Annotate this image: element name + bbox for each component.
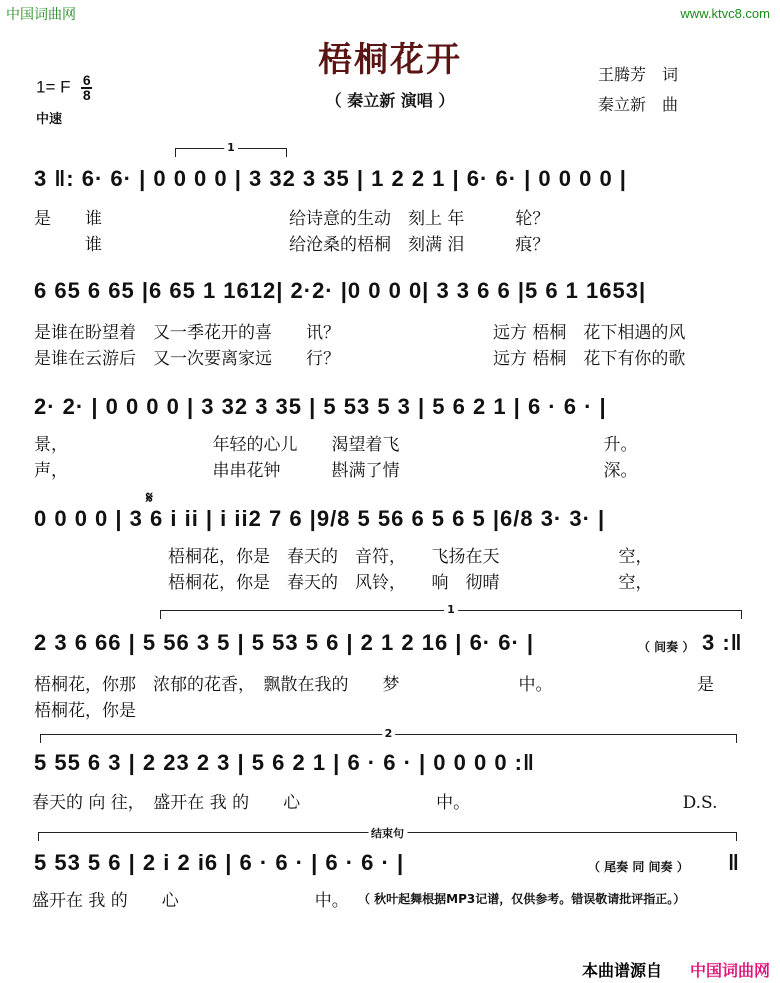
outro-marking: （ 尾奏 同 间奏 ） (588, 860, 689, 874)
lyric-line-1a: 是 谁 给诗意的生动 刻上 年 轮？ (34, 209, 550, 229)
lyric-line-2a: 是谁在盼望着 又一季花开的喜 讯？ 远方 梧桐 花下相遇的风 (34, 323, 686, 343)
coda-bracket (38, 827, 737, 841)
volta-label: 1 (224, 141, 238, 154)
segno-icon: 𝄋 (146, 488, 153, 507)
interlude-marking: （ 间奏 ） (638, 640, 695, 654)
tempo-marking: 中速 (36, 112, 63, 127)
footer-brand[interactable]: 中国词曲网 (689, 961, 770, 980)
lyric-line-4b: 梧桐花，你是 春天的 风铃， 响 彻晴 空， (168, 573, 653, 593)
final-barline: ‖ (728, 850, 740, 875)
notation-line-7: 5 53 5 6 | 2 i 2 i6 | 6 · 6 · | 6 · 6 · | (34, 850, 405, 875)
watermark-right: www.ktvc8.com (680, 6, 770, 21)
notation-line-3: 2· 2· | 0 0 0 0 | 3 32 3 35 | 5 53 5 3 | 5 6 2 1 | 6 · 6 · | (34, 394, 607, 419)
footer-source-label: 本曲谱源自 (581, 961, 662, 980)
lyric-line-4a: 梧桐花，你是 春天的 音符， 飞扬在天 空， (168, 547, 653, 567)
watermark-left: 中国词曲网 (6, 7, 76, 23)
lyric-line-1b: 谁 给沧桑的梧桐 刻满 泪 痕？ (34, 235, 550, 255)
composer-credit: 秦立新 曲 (598, 95, 679, 114)
lyric-line-6a: 春天的 向 往， 盛开在 我 的 心 中。 D.S. (32, 793, 718, 813)
repeat-end-note: 3 :‖ (702, 630, 743, 655)
key-label: 1= F (36, 77, 71, 97)
notation-line-6: 5 55 6 3 | 2 23 2 3 | 5 6 2 1 | 6 · 6 · | 0 0 0 0 :‖ (34, 750, 535, 775)
notation-line-5: 2 3 6 66 | 5 56 3 5 | 5 53 5 6 | 2 1 2 16 | 6· 6· | (34, 630, 535, 655)
time-sig-bottom: 8 (82, 87, 91, 103)
singer-credit: （ 秦立新 演唱 ） (325, 91, 455, 110)
notation-line-2: 6 65 6 65 |6 65 1 1612| 2·2· |0 0 0 0| 3 3 6 6 |5 6 1 1653| (34, 278, 647, 303)
time-sig-top: 6 (82, 72, 91, 88)
time-signature (81, 74, 92, 102)
volta-bracket-1b (160, 603, 742, 619)
volta-label: 2 (382, 727, 396, 740)
coda-label: 结束句 (368, 825, 407, 841)
volta-label: 1 (444, 603, 458, 616)
volta-bracket-2 (40, 727, 737, 743)
transcription-note: （ 秋叶起舞根据MP3记谱，仅供参考。错误敬请批评指正。） (358, 892, 686, 906)
volta-bracket-1 (175, 141, 287, 157)
lyric-line-3a: 景， 年轻的心儿 渴望着飞 升。 (34, 435, 638, 455)
lyric-line-7a: 盛开在 我 的 心 中。 (32, 891, 349, 911)
lyric-line-3b: 声， 串串花钟 斟满了情 深。 (34, 461, 638, 481)
song-title: 梧桐花开 (318, 40, 462, 80)
notation-line-4: 0 0 0 0 | 3 6 i ii | i ii2 7 6 |9/8 5 56 6 5 6 5 |6/8 3· 3· | (34, 506, 606, 531)
lyricist-credit: 王腾芳 词 (598, 65, 679, 84)
lyric-line-5b: 梧桐花，你是 (34, 701, 136, 721)
notation-line-1: 3 ‖: 6· 6· | 0 0 0 0 | 3 32 3 35 | 1 2 2 1 | 6· 6· | 0 0 0 0 | (34, 166, 627, 191)
lyric-line-2b: 是谁在云游后 又一次要离家远 行？ 远方 梧桐 花下有你的歌 (34, 349, 686, 369)
lyric-line-5a: 梧桐花，你那 浓郁的花香， 飘散在我的 梦 中。 是 (34, 675, 714, 695)
key-signature (36, 74, 92, 102)
